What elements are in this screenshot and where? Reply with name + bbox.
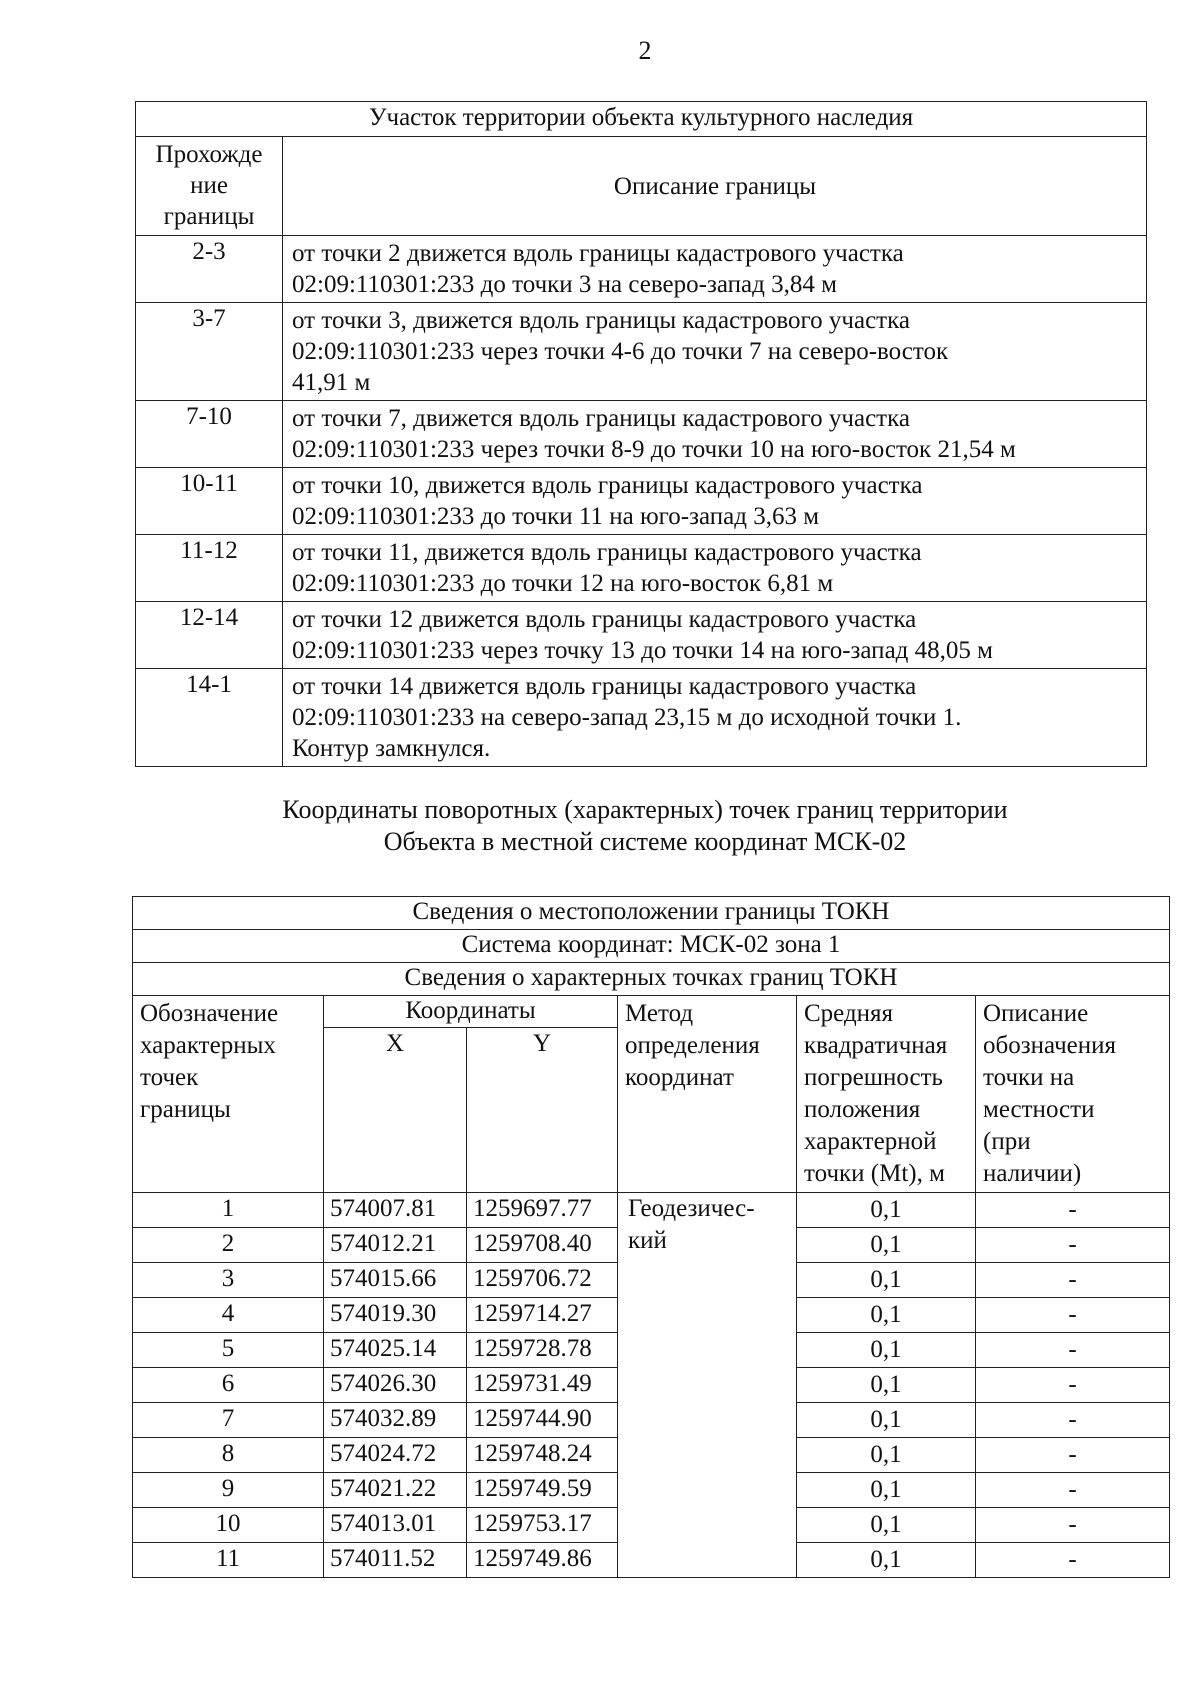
boundary-passage: 2-3 xyxy=(136,236,283,303)
header-point-description: Описание обозначения точки на местности (при наличии) xyxy=(976,996,1170,1193)
page-number: 2 xyxy=(638,36,652,65)
boundary-description xyxy=(283,468,1147,535)
mean-square-error-value: 0,1 xyxy=(797,1473,976,1508)
mean-square-error-value: 0,1 xyxy=(797,1368,976,1403)
coordinate-x: 574007.81 xyxy=(324,1193,467,1228)
point-description-value: - xyxy=(976,1403,1170,1438)
boundary-passage: 11-12 xyxy=(136,535,283,602)
mean-square-error-value: 0,1 xyxy=(797,1508,976,1543)
mean-square-error-value: 0,1 xyxy=(797,1333,976,1368)
boundary-passage: 3-7 xyxy=(136,303,283,401)
point-number: 3 xyxy=(133,1263,324,1298)
boundary-description-line: Контур замкнулся. xyxy=(292,735,491,762)
boundary-passage: 14-1 xyxy=(136,669,283,767)
coordinate-x: 574032.89 xyxy=(324,1403,467,1438)
banner-coordinate-system: Система координат: МСК-02 зона 1 xyxy=(133,930,1170,963)
boundary-description-line: 02:09:110301:233 до точки 3 на северо-запад 3,84 м xyxy=(292,271,837,298)
boundary-description-line: 02:09:110301:233 до точки 11 на юго-запад 3,63 м xyxy=(292,503,820,530)
boundary-row xyxy=(136,468,1147,535)
boundary-description-line: от точки 14 движется вдоль границы кадастрового участка xyxy=(292,673,917,700)
mean-square-error-value: 0,1 xyxy=(797,1543,976,1578)
coordinate-y: 1259749.59 xyxy=(467,1473,618,1508)
mean-square-error-value: 0,1 xyxy=(797,1298,976,1333)
boundary-description xyxy=(283,602,1147,669)
boundary-description-line: от точки 7, движется вдоль границы кадастрового участка xyxy=(292,405,910,432)
boundary-description-line: 02:09:110301:233 через точки 8-9 до точки 10 на юго-восток 21,54 м xyxy=(292,436,1016,463)
point-description-value: - xyxy=(976,1508,1170,1543)
point-description-value: - xyxy=(976,1438,1170,1473)
boundary-description-line: 02:09:110301:233 через точку 13 до точки 14 на юго-запад 48,05 м xyxy=(292,637,993,664)
coordinate-y: 1259708.40 xyxy=(467,1228,618,1263)
point-number: 2 xyxy=(133,1228,324,1263)
point-description-value: - xyxy=(976,1263,1170,1298)
header-boundary-description: Описание границы xyxy=(283,137,1147,236)
coordinate-y: 1259731.49 xyxy=(467,1368,618,1403)
point-number: 11 xyxy=(133,1543,324,1578)
coordinate-x: 574024.72 xyxy=(324,1438,467,1473)
mean-square-error-value: 0,1 xyxy=(797,1403,976,1438)
coordinate-x: 574025.14 xyxy=(324,1333,467,1368)
boundary-row xyxy=(136,669,1147,767)
coordinate-y: 1259706.72 xyxy=(467,1263,618,1298)
boundary-description xyxy=(283,236,1147,303)
coordinate-x: 574012.21 xyxy=(324,1228,467,1263)
header-x: X xyxy=(324,1027,467,1192)
boundary-description-line: 02:09:110301:233 до точки 12 на юго-восток 6,81 м xyxy=(292,570,834,597)
point-description-value: - xyxy=(976,1298,1170,1333)
coordinate-y: 1259744.90 xyxy=(467,1403,618,1438)
coordinates-table xyxy=(132,896,1170,1578)
boundary-row xyxy=(136,236,1147,303)
coordinate-x: 574021.22 xyxy=(324,1473,467,1508)
method-line: Геодезичес- xyxy=(628,1195,755,1222)
point-number: 7 xyxy=(133,1403,324,1438)
boundary-description-line: 41,91 м xyxy=(292,369,371,396)
point-number: 5 xyxy=(133,1333,324,1368)
boundary-description xyxy=(283,303,1147,401)
coordinate-y: 1259749.86 xyxy=(467,1543,618,1578)
method-line: кий xyxy=(628,1227,667,1254)
point-number: 8 xyxy=(133,1438,324,1473)
point-number: 6 xyxy=(133,1368,324,1403)
boundary-passage: 10-11 xyxy=(136,468,283,535)
boundary-row xyxy=(136,303,1147,401)
mean-square-error-value: 0,1 xyxy=(797,1228,976,1263)
boundary-row xyxy=(136,401,1147,468)
mean-square-error-value: 0,1 xyxy=(797,1193,976,1228)
coordinate-x: 574011.52 xyxy=(324,1543,467,1578)
boundary-description-line: 02:09:110301:233 на северо-запад 23,15 м до исходной точки 1. xyxy=(292,704,962,731)
header-boundary-passage: Прохожде ние границы xyxy=(136,137,283,236)
boundary-description xyxy=(283,401,1147,468)
boundary-row xyxy=(136,602,1147,669)
point-number: 4 xyxy=(133,1298,324,1333)
point-description-value: - xyxy=(976,1228,1170,1263)
coordinate-y: 1259714.27 xyxy=(467,1298,618,1333)
coordinate-y: 1259748.24 xyxy=(467,1438,618,1473)
point-description-value: - xyxy=(976,1543,1170,1578)
boundary-description-table xyxy=(135,101,1147,767)
mean-square-error-value: 0,1 xyxy=(797,1438,976,1473)
method-value xyxy=(618,1193,797,1578)
boundary-description-line: от точки 2 движется вдоль границы кадастрового участка xyxy=(292,240,904,267)
header-method: Метод определения координат xyxy=(618,996,797,1193)
banner-characteristic-points: Сведения о характерных точках границ ТОКН xyxy=(133,963,1170,996)
coordinate-x: 574013.01 xyxy=(324,1508,467,1543)
boundary-description-line: от точки 10, движется вдоль границы кадастрового участка xyxy=(292,472,923,499)
banner-boundary-location: Сведения о местоположении границы ТОКН xyxy=(133,897,1170,930)
boundary-row xyxy=(136,535,1147,602)
point-description-value: - xyxy=(976,1193,1170,1228)
coordinates-section-title: Координаты поворотных (характерных) точек границ территории Объекта в местной системе координат МСК-02 xyxy=(282,795,1008,856)
point-description-value: - xyxy=(976,1333,1170,1368)
mean-square-error-value: 0,1 xyxy=(797,1263,976,1298)
boundary-rows xyxy=(136,236,1147,767)
point-number: 9 xyxy=(133,1473,324,1508)
coordinate-y: 1259697.77 xyxy=(467,1193,618,1228)
point-number: 1 xyxy=(133,1193,324,1228)
boundary-description-line: от точки 3, движется вдоль границы кадастрового участка xyxy=(292,307,910,334)
coordinate-y: 1259728.78 xyxy=(467,1333,618,1368)
coordinate-x: 574015.66 xyxy=(324,1263,467,1298)
coordinate-x: 574019.30 xyxy=(324,1298,467,1333)
header-point-designation: Обозначение характерных точек границы xyxy=(133,996,324,1193)
point-description-value: - xyxy=(976,1473,1170,1508)
boundary-description xyxy=(283,535,1147,602)
point-number: 10 xyxy=(133,1508,324,1543)
boundary-passage: 12-14 xyxy=(136,602,283,669)
point-description-value: - xyxy=(976,1368,1170,1403)
boundary-passage: 7-10 xyxy=(136,401,283,468)
header-coordinates: Координаты xyxy=(324,996,618,1028)
coordinate-x: 574026.30 xyxy=(324,1368,467,1403)
coordinate-rows xyxy=(133,1193,1170,1578)
boundary-description-line: 02:09:110301:233 через точки 4-6 до точки 7 на северо-восток xyxy=(292,338,949,365)
boundary-description-line: от точки 12 движется вдоль границы кадастрового участка xyxy=(292,606,917,633)
boundary-table-title: Участок территории объекта культурного наследия xyxy=(136,102,1147,137)
header-mean-square-error: Средняя квадратичная погрешность положения характерной точки (Mt), м xyxy=(797,996,976,1193)
boundary-description-line: от точки 11, движется вдоль границы кадастрового участка xyxy=(292,539,922,566)
header-y: Y xyxy=(467,1027,618,1192)
coordinate-y: 1259753.17 xyxy=(467,1508,618,1543)
coordinate-row xyxy=(133,1193,1170,1228)
boundary-description xyxy=(283,669,1147,767)
